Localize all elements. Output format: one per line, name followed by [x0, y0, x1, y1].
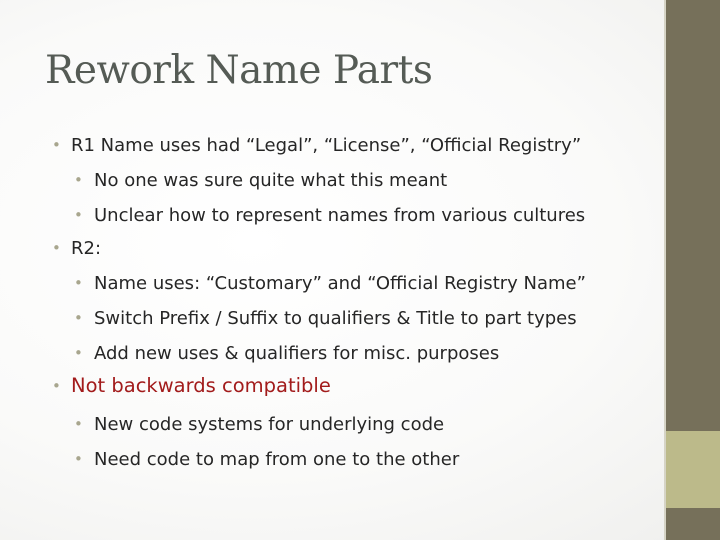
bullet-text: R1 Name uses had “Legal”, “License”, “Official Registry” — [71, 135, 582, 156]
sub-bullet-item — [74, 447, 459, 472]
bullet-icon: • — [52, 239, 61, 257]
bullet-icon: • — [74, 171, 83, 189]
bullet-icon: • — [74, 344, 83, 362]
bullet-icon: • — [52, 136, 61, 154]
bullet-icon: • — [74, 450, 83, 468]
bullet-icon: • — [74, 206, 83, 224]
sub-bullet-item — [74, 203, 585, 228]
bullet-text: New code systems for underlying code — [94, 414, 445, 435]
bullet-item — [52, 236, 101, 261]
bullet-icon: • — [74, 415, 83, 433]
bullet-text: No one was sure quite what this meant — [94, 170, 448, 191]
sub-bullet-item — [74, 341, 499, 366]
bullet-text: Not backwards compatible — [71, 374, 331, 397]
bullet-text: Name uses: “Customary” and “Official Registry Name” — [94, 273, 586, 294]
bullet-text: R2: — [71, 238, 102, 259]
bullet-text: Add new uses & qualifiers for misc. purposes — [94, 343, 500, 364]
sub-bullet-item — [74, 412, 444, 437]
bullet-icon: • — [74, 274, 83, 292]
bullet-icon: • — [74, 309, 83, 327]
bullet-item — [52, 133, 581, 158]
emphasis-bullet-item — [52, 374, 331, 398]
sub-bullet-item — [74, 168, 447, 193]
sub-bullet-item — [74, 306, 577, 331]
sub-bullet-item — [74, 271, 586, 296]
bullet-text: Switch Prefix / Suffix to qualifiers & Title to part types — [94, 308, 577, 329]
bullet-icon: • — [52, 377, 61, 395]
bullet-text: Need code to map from one to the other — [94, 449, 460, 470]
bullet-text: Unclear how to represent names from various cultures — [94, 205, 586, 226]
slide-title: Rework Name Parts — [45, 48, 433, 93]
